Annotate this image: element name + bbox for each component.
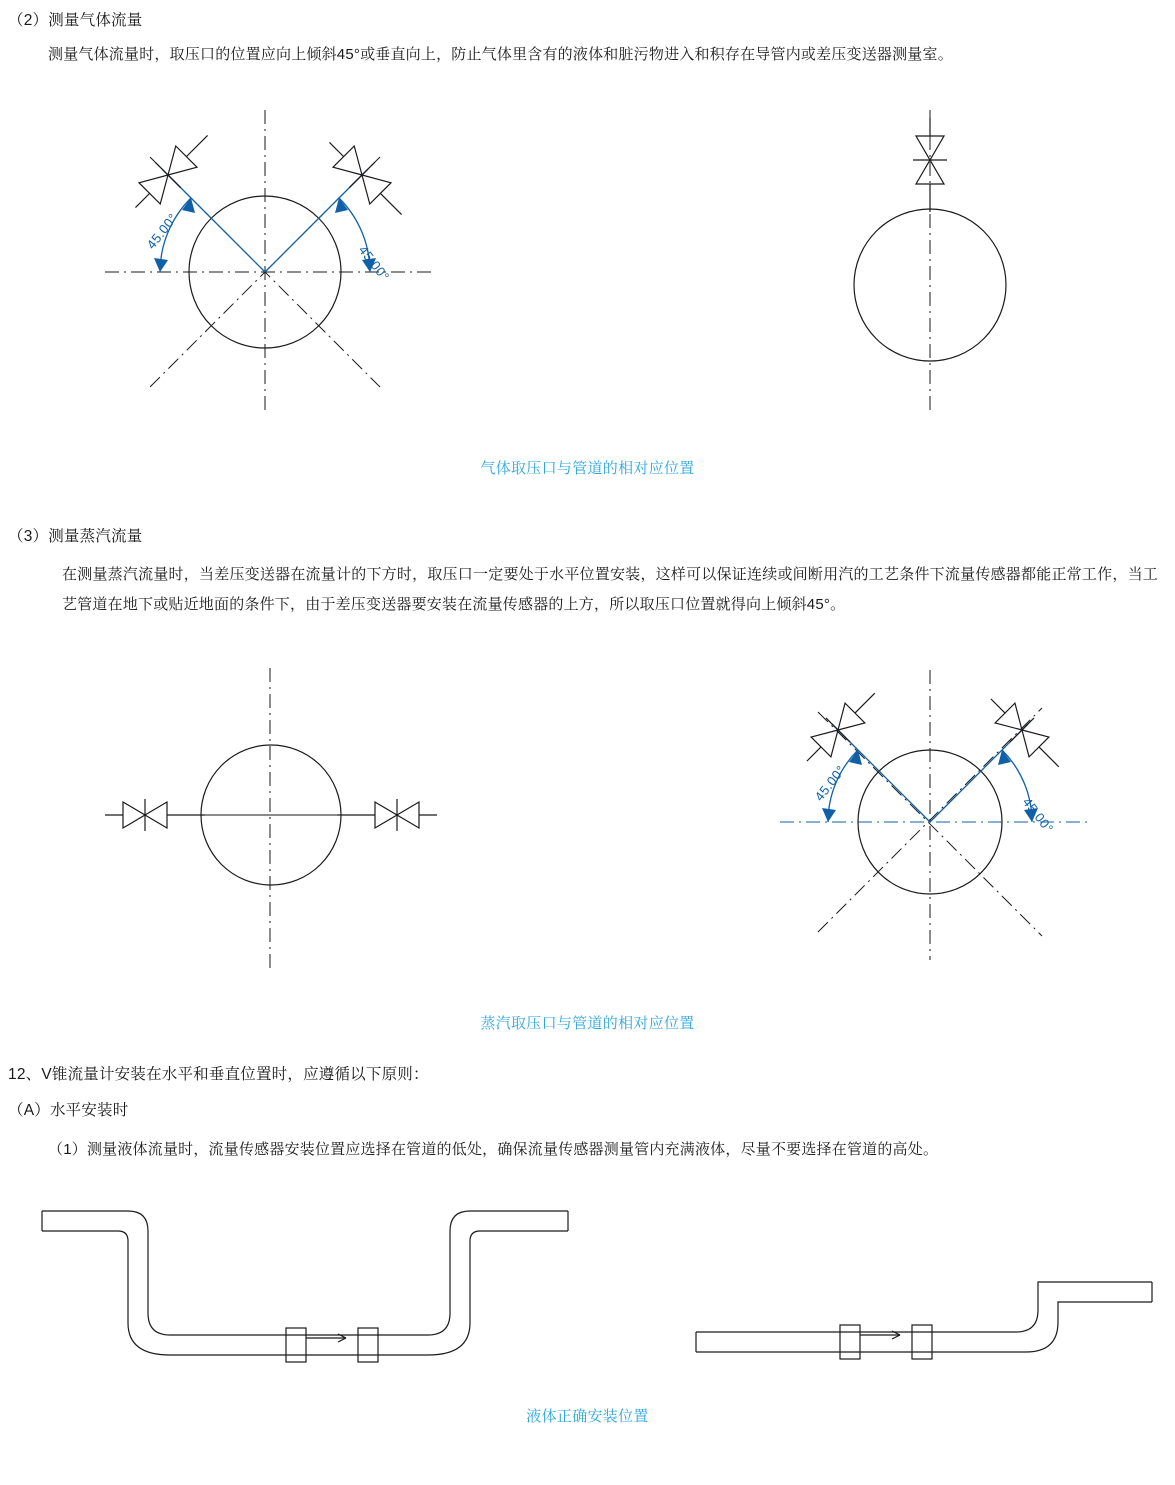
figure-liquid-install-riser (690, 1270, 1160, 1380)
figure-steam-horizontal-taps (95, 660, 435, 980)
angle-label-steam-left: 45.00° (811, 762, 849, 804)
figure-liquid-install-low-point (28, 1195, 588, 1375)
figure-gas-vertical-tap (770, 100, 1100, 420)
figure-caption-vcone: 液体正确安装位置 (526, 1408, 649, 1425)
figure-caption-steam: 蒸汽取压口与管道的相对应位置 (480, 1015, 695, 1032)
section-body-gas: 测量气体流量时，取压口的位置应向上倾斜45°或垂直向上，防止气体里含有的液体和脏污物进入和积存在导管内或差压变送器测量室。 (48, 46, 953, 63)
angle-label-gas-right: 45.00° (355, 242, 393, 284)
angle-label-steam-right: 45.00° (1019, 794, 1057, 836)
section-subheading-vcone: （A）水平安装时 (8, 1102, 129, 1119)
figure-steam-inclined-taps (770, 660, 1100, 980)
figure-gas-inclined-taps (90, 100, 420, 420)
angle-label-gas-left: 45.00° (143, 210, 181, 252)
section-body-vcone: （1）测量液体流量时，流量传感器安装位置应选择在管道的低处，确保流量传感器测量管内充满液体，尽量不要选择在管道的高处。 (48, 1141, 939, 1158)
section-heading-gas: （2）测量气体流量 (8, 12, 143, 29)
section-heading-steam: （3）测量蒸汽流量 (8, 528, 143, 545)
figure-caption-gas: 气体取压口与管道的相对应位置 (480, 460, 695, 477)
section-heading-vcone: 12、V锥流量计安装在水平和垂直位置时，应遵循以下原则： (8, 1066, 429, 1083)
section-body-steam: 在测量蒸汽流量时，当差压变送器在流量计的下方时，取压口一定要处于水平位置安装，这样可以保证连续或间断用汽的工艺条件下流量传感器都能正常工作，当工艺管道在地下或贴近地面的条件下，由于差压变送器要安装在流量传感器的上方，所以取压口位置就得向上倾斜45°。 (62, 566, 1158, 613)
